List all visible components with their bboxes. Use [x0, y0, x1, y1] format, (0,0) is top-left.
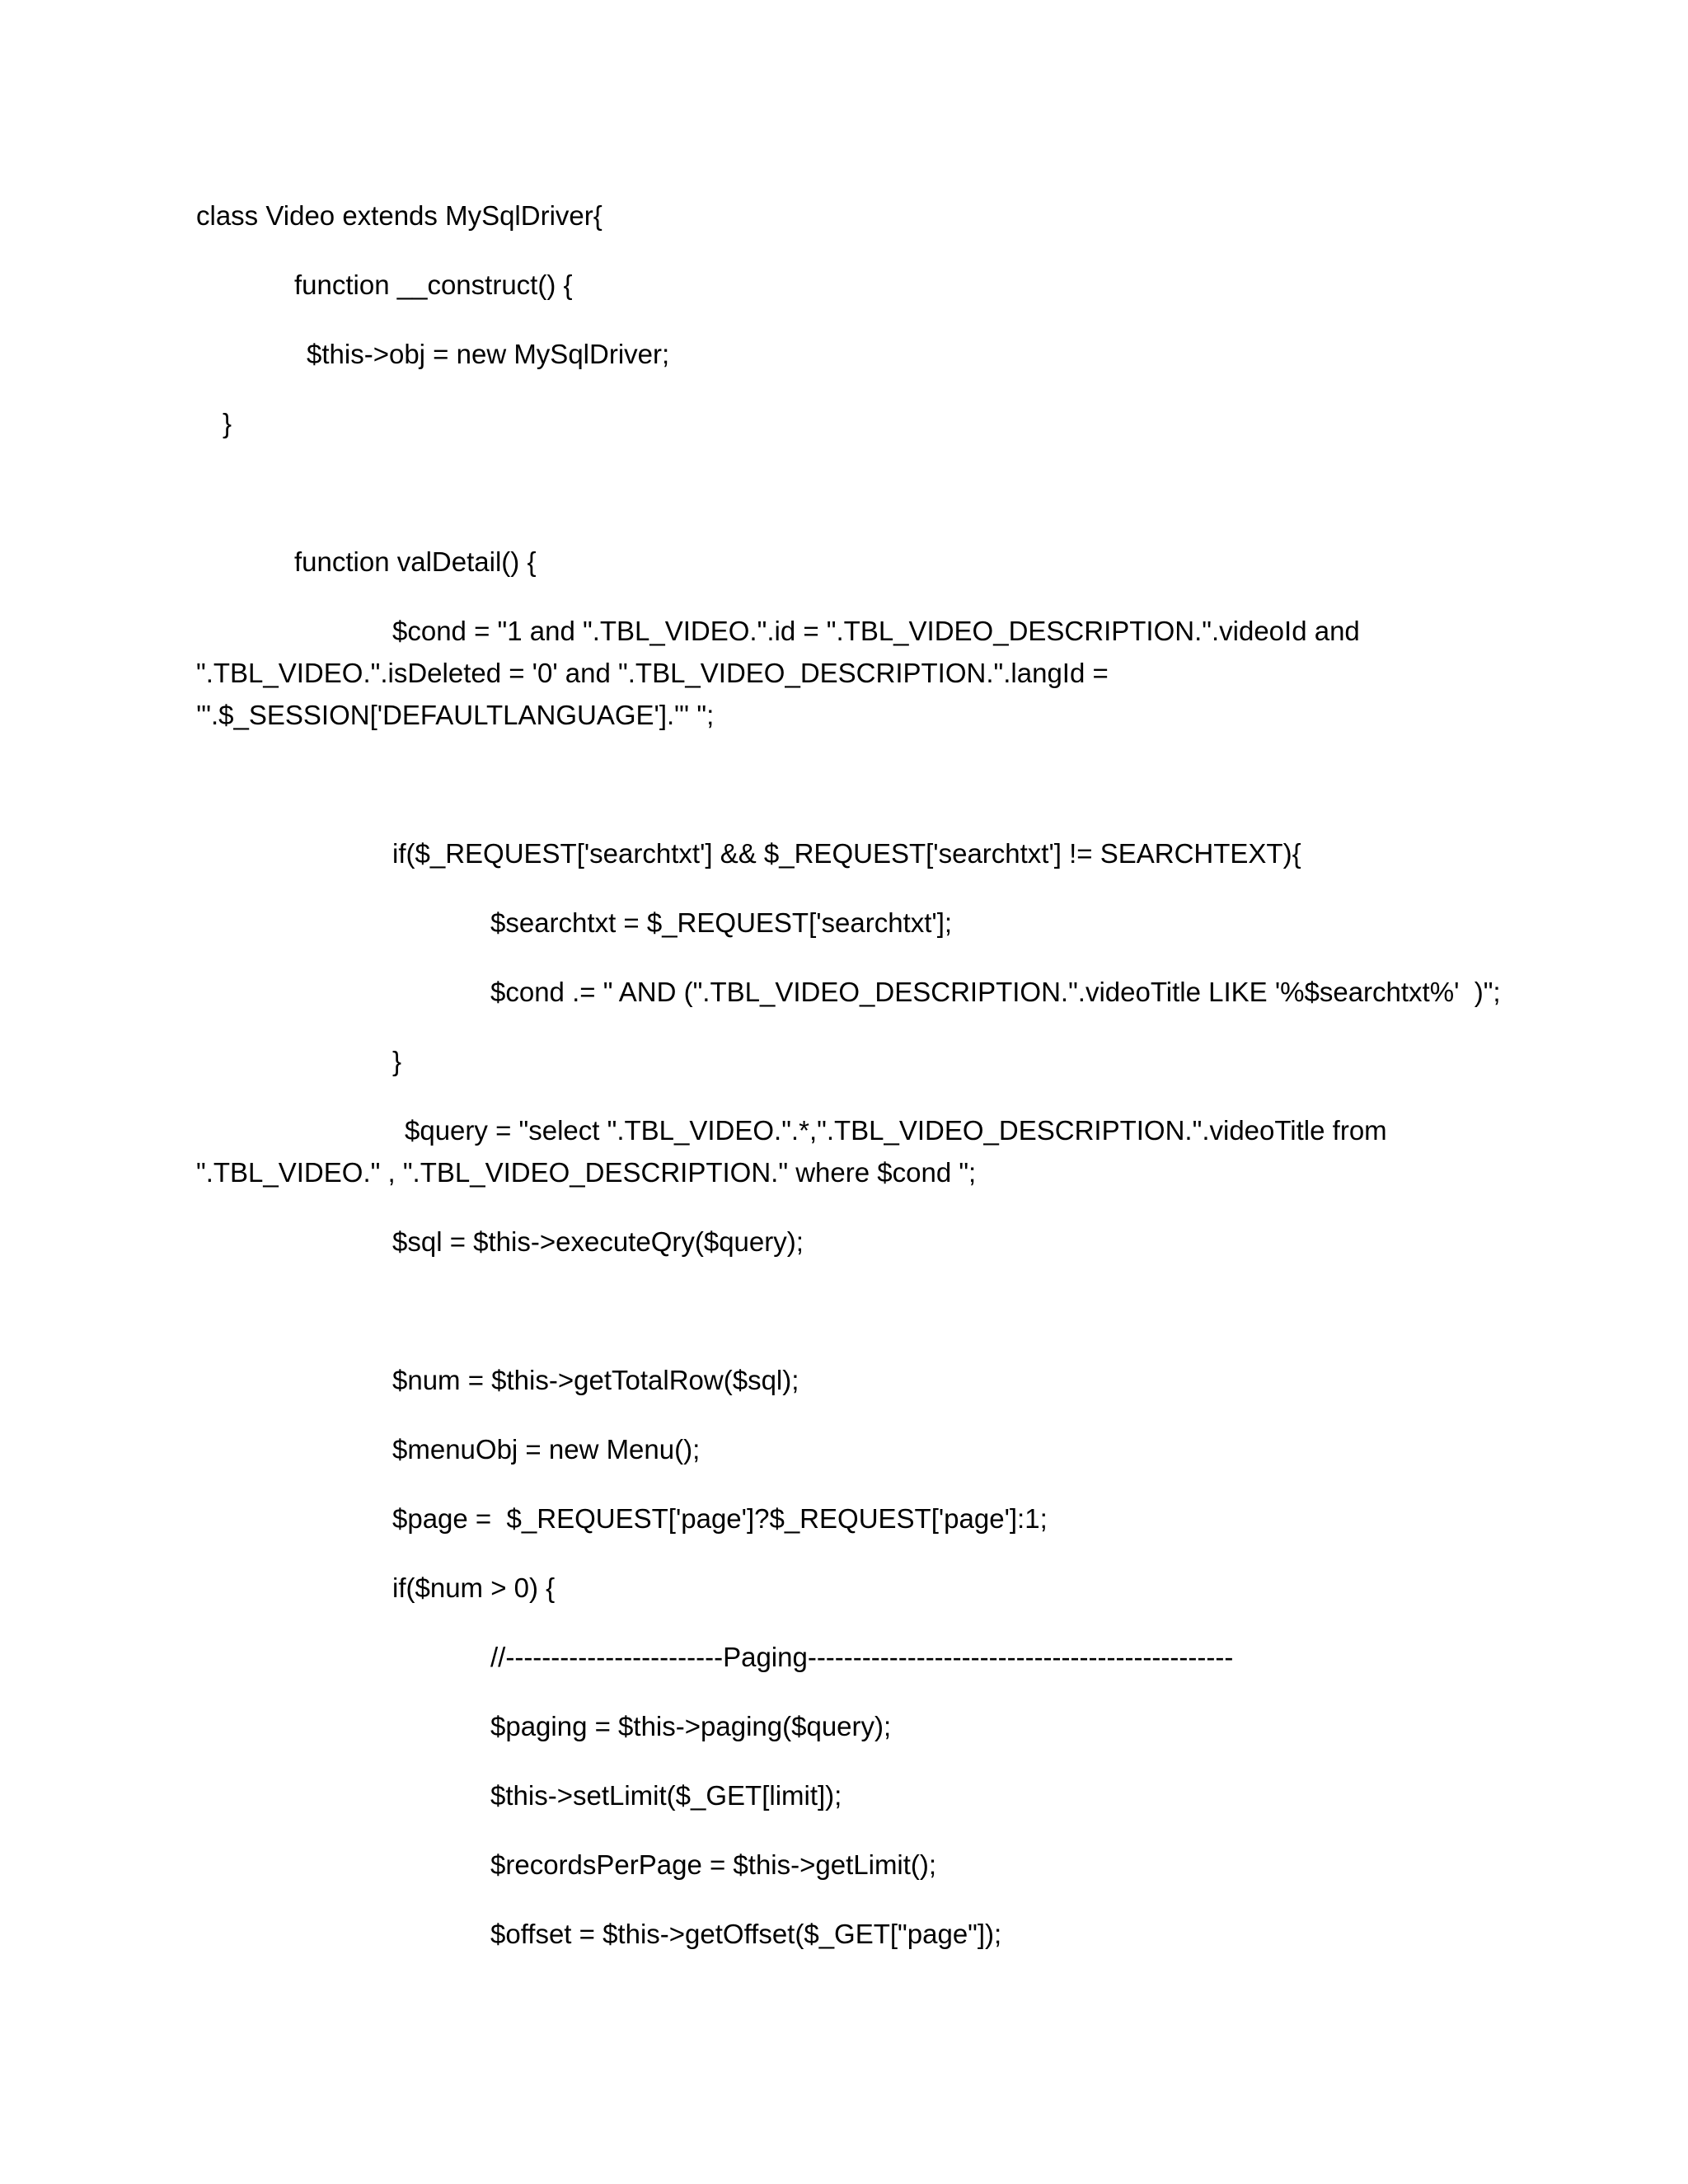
code-line-searchtxt-assign: $searchtxt = $_REQUEST['searchtxt'];	[490, 907, 953, 938]
code-line-records-per-page: $recordsPerPage = $this->getLimit();	[490, 1849, 937, 1880]
code-line-paging: $paging = $this->paging($query);	[490, 1711, 892, 1741]
code-line-constructor-close: }	[223, 408, 232, 438]
code-line-cond-1: $cond = "1 and ".TBL_VIDEO.".id = ".TBL_VIDEO_DESCRIPTION.".videoId and	[392, 616, 1360, 646]
code-line-setlimit: $this->setLimit($_GET[limit]);	[490, 1780, 842, 1811]
code-line-if-close: }	[392, 1046, 402, 1076]
code-line-query-1: $query = "select ".TBL_VIDEO.".*,".TBL_VIDEO_DESCRIPTION.".videoTitle from	[405, 1115, 1387, 1146]
code-line-constructor: function __construct() {	[294, 269, 573, 300]
code-line-query-2: ".TBL_VIDEO." , ".TBL_VIDEO_DESCRIPTION." where $cond ";	[196, 1157, 977, 1188]
code-line-menuobj: $menuObj = new Menu();	[392, 1434, 701, 1465]
code-line-cond-append: $cond .= " AND (".TBL_VIDEO_DESCRIPTION.".videoTitle LIKE '%$searchtxt%' )";	[490, 977, 1501, 1007]
code-line-valdetail: function valDetail() {	[294, 546, 537, 577]
code-line-cond-2: ".TBL_VIDEO.".isDeleted = '0' and ".TBL_VIDEO_DESCRIPTION.".langId =	[196, 658, 1109, 688]
code-line-page: $page = $_REQUEST['page']?$_REQUEST['page']:1;	[392, 1503, 1048, 1534]
code-line-sql: $sql = $this->executeQry($query);	[392, 1226, 804, 1257]
code-line-offset: $offset = $this->getOffset($_GET["page"]);	[490, 1919, 1002, 1949]
code-line-class-declaration: class Video extends MySqlDriver{	[196, 200, 603, 231]
code-line-if-searchtxt: if($_REQUEST['searchtxt'] && $_REQUEST['searchtxt'] != SEARCHTEXT){	[392, 838, 1301, 869]
code-line-cond-3: '".$_SESSION['DEFAULTLANGUAGE']."' ";	[196, 700, 715, 730]
code-line-obj-assignment: $this->obj = new MySqlDriver;	[307, 339, 670, 369]
code-line-num: $num = $this->getTotalRow($sql);	[392, 1365, 799, 1395]
code-line-paging-comment: //------------------------Paging-----------------------------------------------	[490, 1642, 1234, 1672]
code-line-if-num: if($num > 0) {	[392, 1572, 556, 1603]
